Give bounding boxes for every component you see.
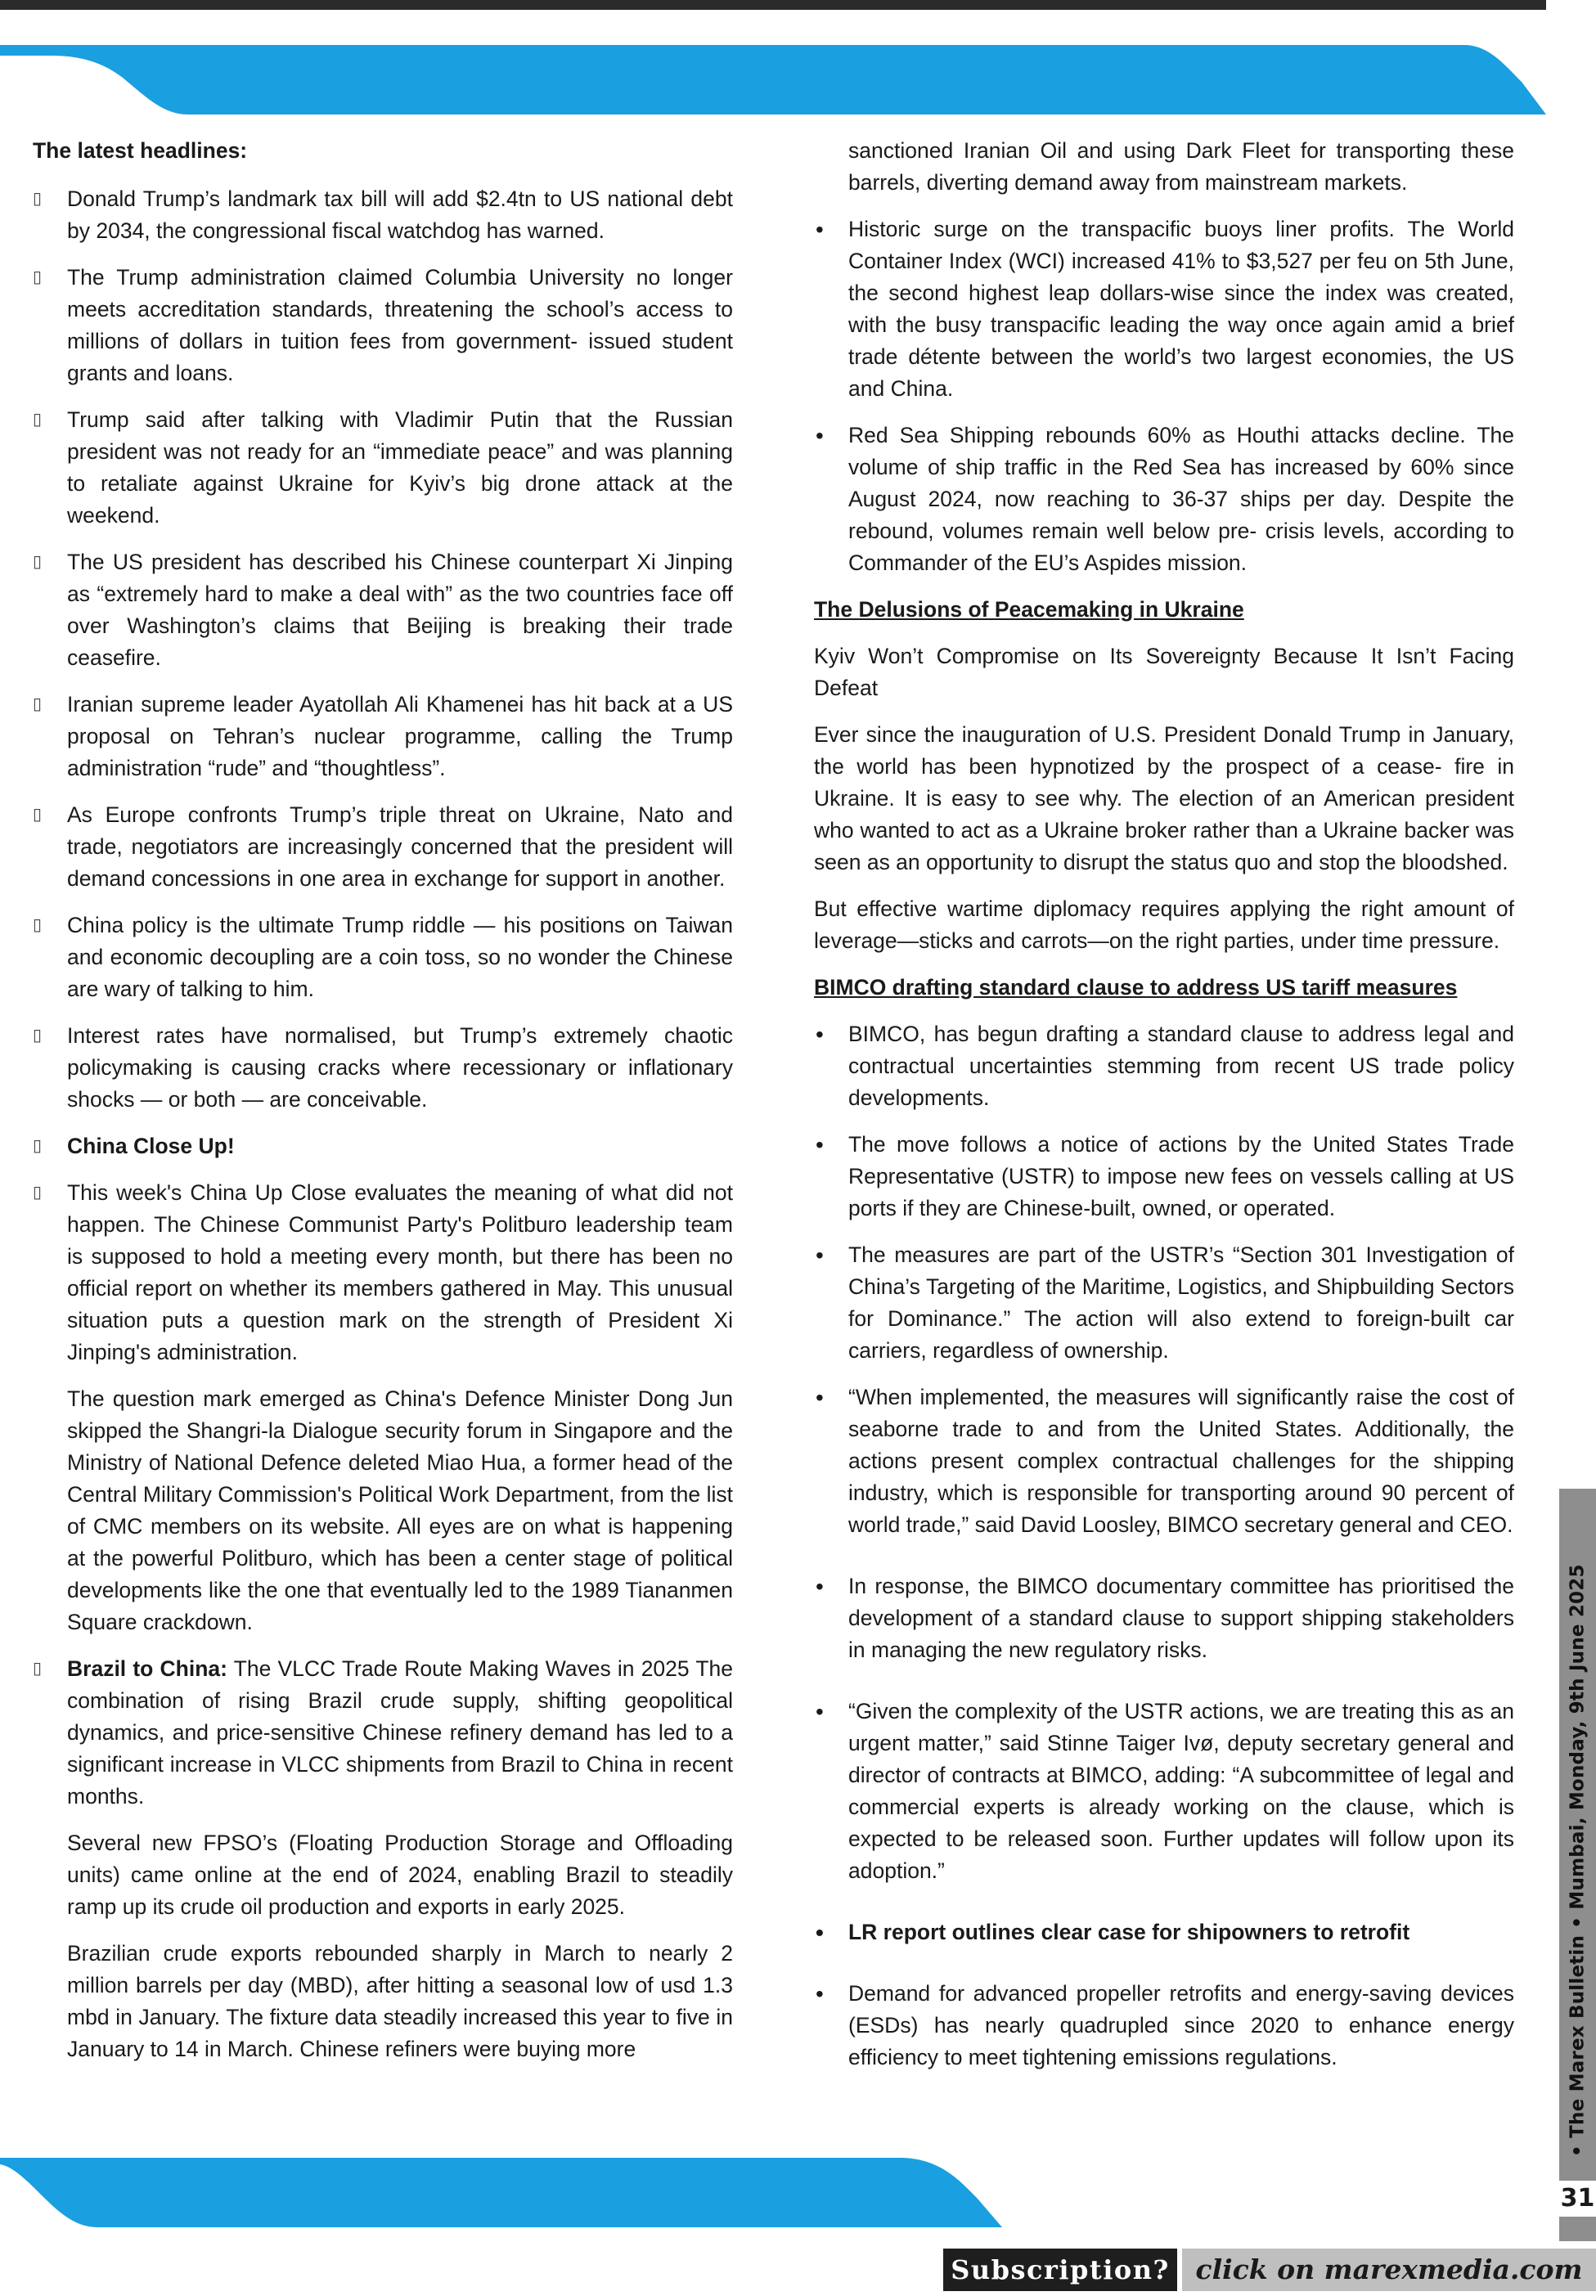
brazil-text: The VLCC Trade Route Making Waves in 2025 The combination of rising Brazil crude supply, shifting geopolitical dynamics, and price-sensitive Chinese refinery demand has led to a significant increase in VLCC shipments from Brazil to China in recent months. [67, 1656, 733, 1808]
lr-heading: • LR report outlines clear case for shipowners to retrofit [814, 1916, 1514, 1948]
list-item: ▯ Trump said after talking with Vladimir Putin that the Russian president was not ready for an “immediate peace” and was planning to retaliate against Ukraine for Kyiv’s big drone attack at the weekend. [33, 404, 733, 532]
bimco-heading: BIMCO drafting standard clause to address US tariff measures [814, 975, 1458, 1000]
china-paragraph-2: The question mark emerged as China's Defence Minister Dong Jun skipped the Shangri-la Dialogue security forum in Singapore and the Ministry of National Defence deleted Miao Hua, a former head of the Central Military Commission's Political Work Department, from the list of CMC members on its website. All eyes are on what is happening at the powerful Politburo, which has been a center stage of political developments like the one that eventually led to the 1989 Tiananmen Square crackdown. [67, 1386, 733, 1634]
shipping-list [814, 213, 1514, 579]
ukraine-heading: The Delusions of Peacemaking in Ukraine [814, 597, 1244, 622]
list-item: ▯ China policy is the ultimate Trump riddle — his positions on Taiwan and economic decoupling are a coin toss, so no wonder the Chinese are wary of talking to him. [33, 910, 733, 1005]
list-item: • Red Sea Shipping rebounds 60% as Houthi attacks decline. The volume of ship traffic in the Red Sea has increased by 60% since August 2024, now reaching to 36-37 ships per day. Despite the rebound, volumes remain well below pre- crisis levels, according to Commander of the EU’s Aspides mission. [814, 420, 1514, 579]
bimco-list [814, 1018, 1514, 2074]
ukraine-subtitle: Kyiv Won’t Compromise on Its Sovereignty Because It Isn’t Facing Defeat [814, 644, 1514, 700]
list-item: • The move follows a notice of actions by the United States Trade Representative (USTR) to impose new fees on vessels calling at US ports if they are Chinese-built, owned, or operated. [814, 1129, 1514, 1224]
page-number: 31 [1559, 2181, 1596, 2217]
list-item: ▯ Iranian supreme leader Ayatollah Ali Khamenei has hit back at a US proposal on Tehran’s nuclear programme, calling the Trump administration “rude” and “thoughtless”. [33, 689, 733, 784]
brazil-list [33, 1653, 733, 1813]
list-item: ▯ The US president has described his Chinese counterpart Xi Jinping as “extremely hard to make a deal with” as the two countries face off over Washington’s claims that Beijing is breaking their trade ceasefire. [33, 546, 733, 674]
sidebar-dateline: • The Marex Bulletin • Mumbai, Monday, 9th June 2025 [1567, 1564, 1589, 2158]
headlines-list [33, 183, 733, 1368]
list-item: • “Given the complexity of the USTR actions, we are treating this as an urgent matter,” said Stinne Taiger Ivø, deputy secretary general and director of contracts at BIMCO, adding: “A subcommittee of legal and commercial experts is already working on the clause, which is expected to be released soon. Further updates will follow upon its adoption.” [814, 1696, 1514, 1887]
header-wave-band [0, 41, 1596, 116]
list-item: • The measures are part of the USTR’s “Section 301 Investigation of China’s Targeting of the Maritime, Logistics, and Shipbuilding Sectors for Dominance.” The action will also extend to foreign-built car carriers, regardless of ownership. [814, 1239, 1514, 1367]
list-item: ▯ As Europe confronts Trump’s triple threat on Ukraine, Nato and trade, negotiators are increasingly concerned that the president will demand concessions in one area in exchange for support in another. [33, 799, 733, 895]
top-rule [0, 0, 1546, 10]
ukraine-paragraph-1: Ever since the inauguration of U.S. President Donald Trump in January, the world has been hypnotized by the prospect of a cease- fire in Ukraine. It is easy to see why. The election of an American president who wanted to act as a Ukraine broker rather than a Ukraine backer was seen as an opportunity to disrupt the status quo and stop the bloodshed. [814, 722, 1514, 874]
list-item: • Demand for advanced propeller retrofits and energy-saving devices (ESDs) has nearly quadrupled since 2020 to enhance energy efficiency to meet tightening emissions regulations. [814, 1978, 1514, 2074]
list-item: • BIMCO, has begun drafting a standard clause to address legal and contractual uncertainties stemming from recent US trade policy developments. [814, 1018, 1514, 1114]
brazil-label: Brazil to China: [67, 1656, 227, 1681]
china-paragraph-1: ▯ This week's China Up Close evaluates the meaning of what did not happen. The Chinese Communist Party's Politburo leadership team is supposed to hold a meeting every month, but there has been no official report on whether its members gathered in May. This unusual situation puts a question mark on the strength of President Xi Jinping's administration. [33, 1177, 733, 1368]
right-column [814, 135, 1514, 2088]
subscription-banner[interactable]: Subscription? [943, 2249, 1177, 2291]
website-link[interactable]: click on marexmedia.com [1182, 2249, 1596, 2291]
headlines-heading: The latest headlines: [33, 138, 248, 163]
list-item: • Historic surge on the transpacific buoys liner profits. The World Container Index (WCI) increased 41% to $3,527 per feu on 5th June, the second highest leap dollars-wise since the index was created, with the busy transpacific leading the way once again amid a brief trade détente between the world’s two largest economies, the US and China. [814, 213, 1514, 405]
brazil-paragraph-3: Brazilian crude exports rebounded sharply in March to nearly 2 million barrels per day (MBD), after hitting a seasonal low of usd 1.3 mbd in January. The fixture data steadily increased this year to five in January to 14 in March. Chinese refiners were buying more [67, 1941, 733, 2061]
china-heading: ▯ China Close Up! [33, 1130, 733, 1162]
list-item: ▯ Donald Trump’s landmark tax bill will add $2.4tn to US national debt by 2034, the congressional fiscal watchdog has warned. [33, 183, 733, 247]
continued-text: sanctioned Iranian Oil and using Dark Fleet for transporting these barrels, diverting demand away from mainstream markets. [848, 138, 1514, 195]
list-item: • “When implemented, the measures will significantly raise the cost of seaborne trade to and from the United States. Additionally, the actions present complex contractual challenges for the shipping industry, which is responsible for transporting around 90 percent of world trade,” said David Loosley, BIMCO secretary general and CEO. [814, 1382, 1514, 1541]
list-item: • In response, the BIMCO documentary committee has prioritised the development of a standard clause to support shipping stakeholders in managing the new regulatory risks. [814, 1570, 1514, 1666]
list-item: ▯ Interest rates have normalised, but Trump’s extremely chaotic policymaking is causing cracks where recessionary or inflationary shocks — or both — are conceivable. [33, 1020, 733, 1116]
footer-wave-band [0, 2150, 1596, 2231]
left-column [33, 135, 733, 2080]
ukraine-paragraph-2: But effective wartime diplomacy requires applying the right amount of leverage—sticks and carrots—on the right parties, under time pressure. [814, 896, 1514, 953]
list-item: ▯ The Trump administration claimed Columbia University no longer meets accreditation standards, threatening the school’s access to millions of dollars in tuition fees from government- issued student grants and loans. [33, 262, 733, 389]
brazil-paragraph-2: Several new FPSO’s (Floating Production Storage and Offloading units) came online at the end of 2024, enabling Brazil to steadily ramp up its crude oil production and exports in early 2025. [67, 1831, 733, 1919]
brazil-paragraph-1 [33, 1653, 733, 1813]
